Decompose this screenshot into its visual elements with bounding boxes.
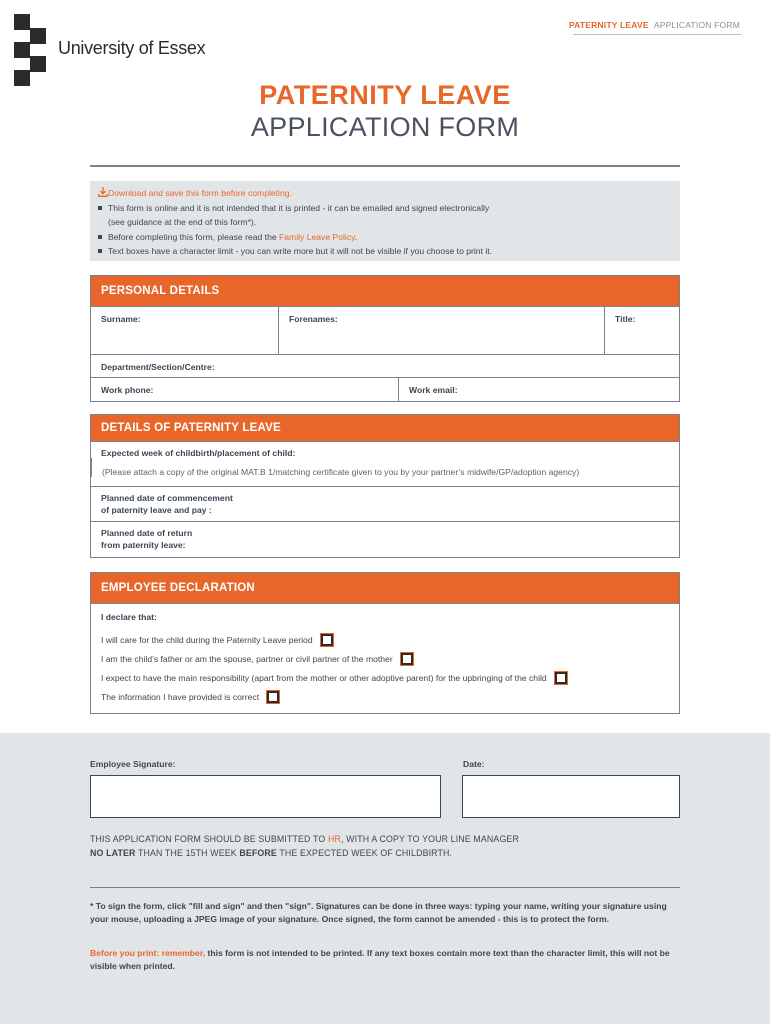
download-icon	[98, 187, 108, 197]
family-leave-policy-link[interactable]: Family Leave Policy	[279, 231, 355, 242]
declaration-intro: I declare that:	[101, 612, 157, 622]
instructions-box	[90, 181, 680, 261]
attach-note: (Please attach a copy of the original MAT.B 1/matching certificate given to you by your partner’s midwife/GP/adoption agency)	[91, 458, 679, 477]
employee-signature-label: Employee Signature:	[90, 759, 176, 769]
notes-divider	[90, 887, 680, 888]
declaration-checkbox[interactable]	[267, 691, 279, 703]
signing-note: * To sign the form, click "fill and sign" and then "sign". Signatures can be done in three ways: typing your name, writing your signature using your mouse, uploading a JPEG image of your signature. Once signed, the form cannot be amended - this is to protect the form.	[90, 901, 667, 924]
header-rule	[573, 34, 741, 35]
section-heading: EMPLOYEE DECLARATION	[91, 573, 679, 604]
work-phone-field[interactable]: Work phone:	[101, 385, 154, 395]
declaration-checkbox[interactable]	[401, 653, 413, 665]
forenames-field[interactable]: Forenames:	[278, 307, 604, 354]
title-divider	[90, 165, 680, 167]
header-form-label: PATERNITY LEAVE APPLICATION FORM	[568, 20, 740, 30]
submission-instructions: THIS APPLICATION FORM SHOULD BE SUBMITTED TO HR, WITH A COPY TO YOUR LINE MANAGER NO LATER THAN THE 15TH WEEK BEFORE THE EXPECTED WEEK OF CHILDBIRTH.	[90, 834, 519, 858]
commencement-date-field[interactable]: Planned date of commencement of paternity leave and pay :	[101, 493, 233, 515]
declaration-item: I expect to have the main responsibility (apart from the mother or other adoptive parent) for the upbringing of the child	[91, 668, 679, 687]
declaration-item: I will care for the child during the Paternity Leave period	[91, 630, 679, 649]
expected-week-field[interactable]: Expected week of childbirth/placement of child: (Please attach a copy of the original MAT.B 1/matching certificate given to you by your partner’s midwife/GP/adoption agency)	[91, 442, 679, 487]
employee-declaration-section	[90, 572, 680, 714]
employee-signature-box[interactable]	[90, 775, 441, 818]
declaration-checkbox[interactable]	[555, 672, 567, 684]
print-note: Before you print: remember, this form is not intended to be printed. If any text boxes contain more text than the character limit, this will not be visible when printed.	[90, 948, 670, 971]
date-label: Date:	[463, 759, 485, 769]
instruction-bullet-continued: (see guidance at the end of this form*).	[108, 217, 257, 227]
instruction-bullet: This form is online and it is not intended that it is printed - it can be emailed and signed electronically	[98, 201, 672, 216]
work-email-field[interactable]: Work email:	[398, 378, 679, 401]
hr-link[interactable]: HR	[327, 834, 341, 844]
surname-field[interactable]: Surname:	[101, 314, 141, 324]
section-heading: PERSONAL DETAILS	[91, 276, 679, 307]
page-title: PATERNITY LEAVE	[259, 80, 511, 110]
section-heading: DETAILS OF PATERNITY LEAVE	[91, 415, 679, 442]
declaration-checkbox[interactable]	[321, 634, 333, 646]
declaration-item: The information I have provided is correct	[91, 687, 679, 706]
page-subtitle: APPLICATION FORM	[250, 112, 520, 142]
university-logo-mark	[14, 14, 46, 86]
department-field[interactable]: Department/Section/Centre:	[101, 362, 215, 372]
university-logo-text: University of Essex	[58, 38, 206, 58]
instruction-bullet: Text boxes have a character limit - you can write more but it will not be visible if you choose to print it.	[98, 244, 672, 259]
return-date-field[interactable]: Planned date of return from paternity leave:	[101, 528, 193, 550]
paternity-leave-section	[90, 414, 680, 558]
instruction-bullet: Before completing this form, please read the Family Leave Policy.	[98, 230, 672, 245]
title-field[interactable]: Title:	[604, 307, 679, 354]
personal-details-section	[90, 275, 680, 402]
date-box[interactable]	[462, 775, 680, 818]
declaration-item: I am the child’s father or am the spouse, partner or civil partner of the mother	[91, 649, 679, 668]
download-note[interactable]: Download and save this form before completing.	[98, 186, 672, 201]
